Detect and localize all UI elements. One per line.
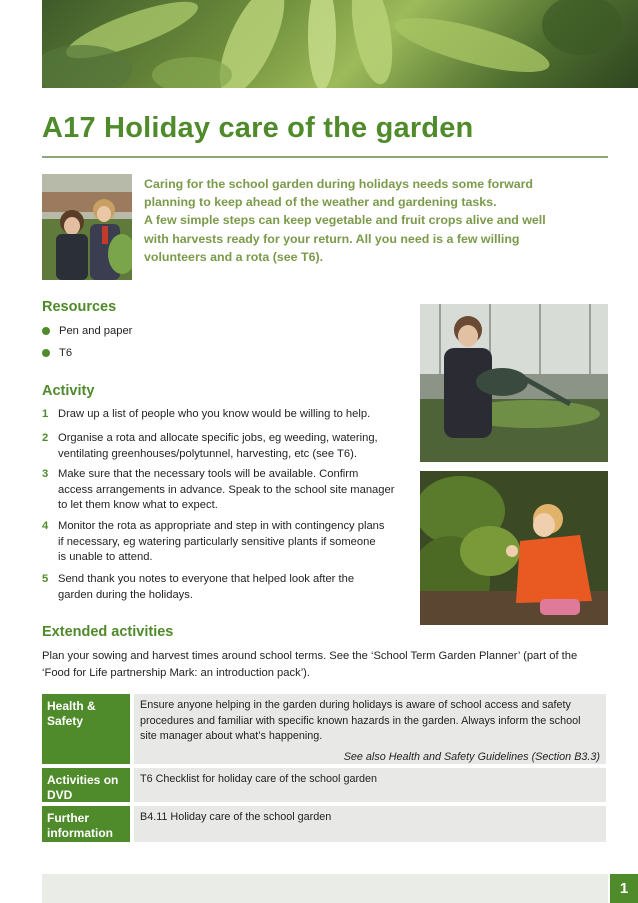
page-title: A17 Holiday care of the garden: [42, 112, 474, 144]
step-number: 5: [42, 573, 49, 585]
step-line: access arrangements in advance. Speak to the school site manager: [58, 483, 395, 496]
label-line: information: [47, 826, 113, 840]
see-also-note: See also Health and Safety Guidelines (Section B3.3): [343, 750, 600, 763]
page-number: 1: [610, 874, 638, 903]
children-garden-photo: [42, 174, 132, 280]
activity-step: [42, 467, 412, 514]
health-safety-text: [134, 694, 606, 764]
health-safety-label: [42, 694, 130, 764]
activity-step: [42, 431, 412, 462]
further-info-text: B4.11 Holiday care of the school garden: [134, 806, 606, 842]
step-number: 4: [42, 520, 49, 532]
step-line: garden during the holidays.: [58, 588, 193, 601]
label-line: DVD: [47, 788, 73, 802]
extended-heading: Extended activities: [42, 624, 174, 640]
intro-line: volunteers and a rota (see T6).: [144, 249, 324, 264]
step-number: 2: [42, 432, 49, 444]
resource-label: T6: [59, 347, 73, 359]
step-line: is unable to attend.: [58, 551, 153, 563]
step-line: Make sure that the necessary tools will be available. Confirm: [58, 468, 359, 480]
step-line: Monitor the rota as appropriate and step in with contingency plans: [58, 520, 385, 532]
body-line: site manager about what’s happening.: [140, 730, 323, 742]
step-number: 3: [42, 468, 49, 480]
intro-text: [144, 175, 592, 266]
step-number: 1: [42, 408, 49, 420]
greenhouse-watering-photo: [420, 304, 608, 462]
intro-line: planning to keep ahead of the weather and gardening tasks.: [144, 195, 497, 210]
resource-label: Pen and paper: [59, 325, 133, 337]
bullet-icon: [42, 349, 50, 357]
footer-bar: [42, 874, 608, 903]
step-line: if necessary, eg watering particularly sensitive plants if someone: [58, 535, 376, 548]
intro-line: Caring for the school garden during holidays needs some forward: [144, 177, 533, 191]
activity-heading: Activity: [42, 383, 95, 399]
bean-pods-graphic: [42, 0, 638, 88]
further-info-row: [42, 806, 606, 842]
step-text: [58, 519, 412, 566]
resource-item: [42, 347, 72, 359]
step-text: [58, 431, 412, 462]
step-text: [58, 467, 412, 514]
label-line: Activities on: [47, 773, 119, 787]
activity-step: [42, 519, 412, 566]
header-photo: [42, 0, 638, 88]
body-line: procedures and familiar with specific known hazards in the garden. Always inform the school: [140, 714, 581, 727]
title-divider: [42, 156, 608, 158]
step-line: Send thank you notes to everyone that helped look after the: [58, 573, 355, 585]
step-line: Draw up a list of people who you know would be willing to help.: [58, 408, 371, 420]
activity-step: [42, 407, 412, 423]
step-text: [58, 407, 412, 423]
step-line: to let them know what to expect.: [58, 499, 218, 511]
intro-line: with harvests ready for your return. All you need is a few willing: [144, 231, 520, 246]
step-text: [58, 572, 412, 603]
body-line: Ensure anyone helping in the garden during holidays is aware of school access and safety: [140, 699, 571, 711]
extended-text: [42, 648, 608, 682]
dvd-row: [42, 768, 606, 802]
activity-step: [42, 572, 412, 603]
resources-heading: Resources: [42, 299, 117, 315]
further-info-label: [42, 806, 130, 842]
label-line: Safety: [47, 714, 84, 728]
step-line: Organise a rota and allocate specific jobs, eg weeding, watering,: [58, 432, 378, 444]
label-line: Further: [47, 811, 89, 825]
dvd-text: T6 Checklist for holiday care of the school garden: [134, 768, 606, 802]
label-line: Health &: [47, 699, 96, 713]
bullet-icon: [42, 327, 50, 335]
intro-line: A few simple steps can keep vegetable and fruit crops alive and well: [144, 213, 546, 228]
extended-line: Plan your sowing and harvest times around school terms. See the ‘School Term Garden Planner’ (part of the: [42, 650, 578, 662]
health-safety-row: [42, 694, 606, 764]
extended-line: ‘Food for Life partnership Mark: an introduction pack’).: [42, 667, 311, 679]
dvd-label: [42, 768, 130, 802]
resource-item: [42, 325, 132, 337]
step-line: ventilating greenhouses/polytunnel, harvesting, etc (see T6).: [58, 447, 357, 460]
child-planting-photo: [420, 471, 608, 625]
